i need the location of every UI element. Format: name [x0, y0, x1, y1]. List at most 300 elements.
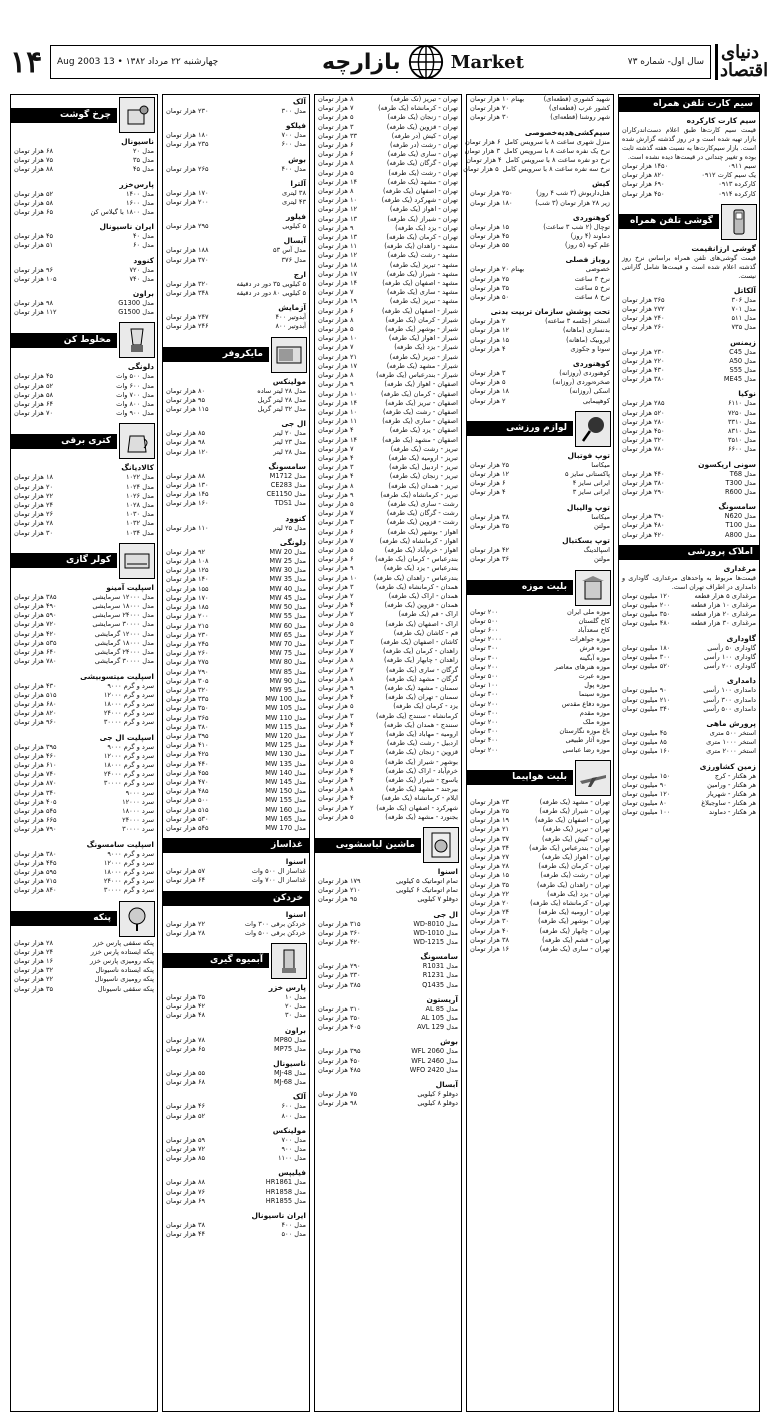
item-price: ۹۲ هزار تومان	[166, 547, 206, 556]
item-price: ۵۸ هزار تومان	[14, 198, 54, 207]
item-name: مرغداری ۵ هزار قطعه	[694, 591, 756, 600]
item-name: مدل ۱۰	[285, 992, 306, 1001]
price-row	[163, 929, 309, 938]
price-row	[467, 546, 613, 555]
price-row	[467, 654, 613, 663]
item-name: مدل ۹۰۰	[281, 1145, 306, 1154]
item-name: مدل A800	[725, 530, 756, 539]
price-row	[619, 610, 759, 619]
item-name: مدل ۷۰۱	[731, 305, 756, 314]
price-row	[315, 620, 461, 629]
price-row	[315, 491, 461, 500]
item-price: ۳۷ هزار تومان	[470, 834, 510, 843]
item-price: ۲۰ هزار تومان	[470, 898, 510, 907]
price-row	[11, 877, 157, 886]
item-name: مدل MW 135	[265, 759, 306, 768]
item-name: مدل T68	[729, 469, 756, 478]
item-name: پنکه ایستاده پارس خزر	[90, 947, 154, 956]
item-name: سرد و گرم ۳۰۰۰۰	[103, 779, 154, 788]
price-row	[315, 390, 461, 399]
price-row	[619, 375, 759, 384]
price-row	[619, 399, 759, 408]
price-row	[163, 222, 309, 231]
item-price: ۲۳۵ هزار تومان	[166, 140, 209, 149]
item-price: ۴۲ هزار تومان	[470, 546, 510, 555]
item-name: مدل C45	[729, 347, 756, 356]
item-name: تهران - شهرکرد (یک طرفه)	[381, 196, 458, 205]
item-name: موزه آبگینه	[579, 653, 610, 662]
item-price: ۲۲ هزار تومان	[166, 919, 206, 928]
section-header	[163, 943, 309, 979]
item-price: ۹۶۰ هزار تومان	[14, 718, 57, 727]
item-name: بوشهر - شیراز (یک طرفه)	[385, 757, 458, 766]
phone-icon	[721, 204, 757, 240]
item-name: مدل ۳۳۱۰	[727, 417, 756, 426]
item-name: سرد و گرم ۳۰۰۰۰	[103, 886, 154, 895]
price-row	[619, 799, 759, 808]
price-row	[467, 936, 613, 945]
item-name: مدل WD-8010	[413, 919, 458, 928]
price-row	[163, 1011, 309, 1020]
item-name: مدل ۴۰	[133, 232, 154, 241]
subsection-title: زیمنس	[730, 337, 756, 347]
item-name: مدل ۱۰۳۴	[125, 528, 154, 537]
item-name: تهران - کرمان (یک طرفه)	[386, 233, 458, 242]
price-row	[11, 966, 157, 975]
item-price: ۴۵۰ هزار تومان	[318, 1056, 361, 1065]
item-price: ۲۸ هزار تومان	[470, 862, 510, 871]
column-2	[463, 94, 614, 1412]
item-price: ۵۲۰ میلیون تومان	[622, 662, 671, 671]
price-row	[315, 123, 461, 132]
item-name: مدل MW 80	[269, 658, 306, 667]
price-row	[315, 794, 461, 803]
price-row	[315, 426, 461, 435]
item-price: ۱۲۰ میلیون تومان	[622, 591, 671, 600]
price-row	[163, 481, 309, 490]
item-name: تمام اتوماتیک ۵ کیلویی	[396, 877, 458, 886]
item-name: مدل R1231	[422, 971, 458, 980]
item-price: ۲۴۵ هزار تومان	[166, 639, 209, 648]
item-price: ۲ هزار تومان	[318, 591, 354, 600]
item-price: ۲۰ هزار تومان	[470, 104, 510, 113]
item-price: ۵۹۵ هزار تومان	[14, 867, 57, 876]
price-row	[619, 592, 759, 601]
price-row	[11, 308, 157, 317]
item-name: تهران - بوشهر (یک طرفه)	[538, 917, 610, 926]
item-price: ۴ هزار تومان	[466, 156, 502, 165]
item-name: مدل ۱۶۰۰	[125, 198, 154, 207]
item-name: مدل ۷۰۰	[281, 131, 306, 140]
price-row	[315, 920, 461, 929]
price-row	[11, 985, 157, 994]
price-row	[163, 750, 309, 759]
item-name: شهید کشوری (قطعه‌ای)	[543, 95, 610, 103]
item-price: ۲۷۲ هزار تومان	[622, 305, 665, 314]
item-price: ۳۴۰ میلیون تومان	[622, 704, 671, 713]
subsection-title: سامسونگ	[420, 952, 458, 962]
price-row	[163, 815, 309, 824]
item-price: ۴ هزار تومان	[470, 344, 506, 353]
spacer	[11, 896, 157, 899]
item-name: تهران - یزد (یک طرفه)	[547, 889, 610, 898]
item-price: ۶۸ هزار تومان	[166, 1078, 206, 1087]
subsection-title: آزمایش	[278, 303, 306, 313]
item-price: ۳ هزار تومان	[470, 369, 506, 378]
price-row	[315, 205, 461, 214]
item-price: ۲۸ هزار تومان	[166, 928, 206, 937]
price-row	[619, 366, 759, 375]
item-price: ۷ هزار تومان	[318, 288, 354, 297]
price-row	[163, 993, 309, 1002]
item-price: ۳۶۵ هزار تومان	[622, 295, 665, 304]
item-name: مدل ۷۰۰ وات	[116, 390, 154, 399]
item-name: شهر روشنا (قطعه‌ای)	[550, 113, 610, 122]
item-price: ۲۵۰ هزار تومان	[470, 189, 513, 198]
grinder-icon	[119, 97, 155, 133]
item-price: ۱۴ هزار تومان	[318, 435, 358, 444]
item-price: ۸ هزار تومان	[318, 187, 354, 196]
item-name: مشهد - رشت (یک طرفه)	[387, 251, 458, 260]
item-name: مدل ۸۰۰	[281, 1111, 306, 1120]
subsection-title: سیم کارت کارکرده	[686, 116, 756, 125]
price-row	[11, 232, 157, 241]
price-row	[467, 709, 613, 718]
item-price: ۳۶۰ هزار تومان	[318, 928, 361, 937]
item-name: سرد ۹۰۰۰	[125, 788, 154, 797]
item-price: ۶۴۰ هزار تومان	[14, 648, 57, 657]
subsection-title: ارج	[293, 269, 306, 279]
item-price: ۷۹۰ هزار تومان	[14, 825, 57, 834]
price-row	[315, 528, 461, 537]
price-row	[11, 400, 157, 409]
price-row	[619, 653, 759, 662]
item-name: کوهنوردی (روزانه)	[559, 369, 610, 378]
item-price: ۳۰۰ تومان	[470, 708, 499, 717]
item-price: ۴۲۵ هزار تومان	[166, 750, 209, 759]
item-name: مدل ۳۲ لیتر گریل	[257, 405, 306, 414]
item-price: ۱۲ هزار تومان	[470, 470, 510, 479]
item-name: دوقلو ۶ کیلویی	[417, 1090, 458, 1099]
item-price: ۱۸ هزار تومان	[318, 260, 358, 269]
spacer	[11, 538, 157, 541]
price-row	[315, 261, 461, 270]
item-price: ۲۸۰ هزار تومان	[622, 417, 665, 426]
item-price: ۶۱۰ هزار تومان	[14, 760, 57, 769]
blender-icon	[119, 322, 155, 358]
item-price: ۱۲ هزار تومان	[318, 251, 358, 260]
price-row	[11, 510, 157, 519]
item-price: ۷۸۰ هزار تومان	[14, 657, 57, 666]
subsection-title: کنوود	[285, 513, 306, 523]
item-price: ۱۰ هزار تومان	[318, 334, 358, 343]
price-row	[467, 700, 613, 709]
price-row	[315, 730, 461, 739]
item-name: ۳۸ لیتری	[282, 188, 306, 197]
price-row	[315, 583, 461, 592]
item-price: ۶۹ هزار تومان	[166, 1196, 206, 1205]
item-name: شیراز - اهواز (یک طرفه)	[388, 334, 458, 343]
price-row	[467, 470, 613, 479]
price-row	[315, 187, 461, 196]
price-row	[11, 156, 157, 165]
item-name: همدان - اراک (یک طرفه)	[388, 591, 458, 600]
item-price: ۱۶ هزار تومان	[14, 956, 54, 965]
price-row	[315, 1005, 461, 1014]
item-price: ۲۴۷ هزار تومان	[166, 313, 209, 322]
item-name: مدل WD-1215	[413, 938, 458, 947]
item-price: ۵ هزار تومان	[318, 499, 354, 508]
item-name: سرد و گرم ۹۰۰۰	[107, 742, 154, 751]
item-price: ۲۶۰ هزار تومان	[622, 323, 665, 332]
price-row	[619, 781, 759, 790]
price-row	[467, 917, 613, 926]
item-name: بجنورد - مشهد (یک طرفه)	[385, 812, 458, 821]
item-price: ۲۴۰ هزار تومان	[622, 314, 665, 323]
item-price: ۲۰۰ میلیون تومان	[622, 601, 671, 610]
item-price: ۱۴۵۰ هزار تومان	[622, 162, 669, 170]
section-header	[467, 760, 613, 796]
price-row	[619, 521, 759, 530]
price-row	[163, 741, 309, 750]
section-title: ماشین لباسشویی	[315, 838, 421, 853]
subsection-title: آبسال	[283, 236, 306, 246]
item-name: مدل ۳۰۰۰۰ سرمایشی	[92, 620, 154, 629]
item-name: مدل ۲۰	[133, 147, 154, 155]
item-name: مدل MW 55	[269, 612, 306, 621]
subsection-title: سونی اریکسون	[698, 459, 756, 469]
price-row	[163, 1078, 309, 1087]
price-row	[467, 378, 613, 387]
price-row	[11, 639, 157, 648]
item-name: سرد و گرم ۹۰۰۰	[107, 849, 154, 858]
price-row	[11, 519, 157, 528]
item-name: مدل ۱۲۰۰۰ گرمایشی	[94, 629, 154, 638]
price-row	[11, 691, 157, 700]
item-price: ۲ هزار تومان	[470, 317, 506, 326]
price-row	[315, 813, 461, 822]
price-row	[619, 488, 759, 497]
item-name: مدل ۷۲۵۰	[727, 408, 756, 417]
item-price: ۶ هزار تومان	[318, 141, 354, 150]
price-row	[315, 233, 461, 242]
price-row	[315, 196, 461, 205]
spacer	[163, 886, 309, 889]
item-name: پاکستانی سایز ۵	[565, 470, 610, 479]
item-name: یک سیم کارت ۰۹۱۲	[701, 171, 756, 180]
price-row	[315, 666, 461, 675]
item-name: مدل R1031	[422, 962, 458, 971]
item-name: ایرانی سایز ۴	[572, 479, 610, 488]
item-name: شیراز - بوشهر (یک طرفه)	[385, 325, 458, 334]
item-price: ۳۴۸ هزار تومان	[166, 289, 209, 298]
item-price: ۴ هزار تومان	[318, 472, 354, 481]
item-price: ۱۳ هزار تومان	[318, 214, 358, 223]
item-name: مدل ۷۰۰	[281, 1135, 306, 1144]
item-price: ۳ هزار تومان	[318, 518, 354, 527]
price-row	[467, 336, 613, 345]
item-name: تمام اتوماتیک ۶ کیلویی	[396, 886, 458, 895]
item-price: ۱۴ هزار تومان	[318, 279, 358, 288]
item-name: مدل ۱۴۰۰	[125, 189, 154, 198]
item-name: مدل ۱۰۲۴	[125, 482, 154, 491]
item-price: ۱۰ هزار تومان	[318, 573, 358, 582]
item-price: ۵۴۵ هزار تومان	[14, 806, 57, 815]
price-row	[619, 323, 759, 332]
price-row	[315, 758, 461, 767]
price-row	[315, 574, 461, 583]
price-row	[315, 316, 461, 325]
item-name: زاهدان - چابهار (یک طرفه)	[384, 656, 458, 665]
item-price: ۱۲۰ هزار تومان	[166, 447, 209, 456]
price-row	[163, 1197, 309, 1206]
item-name: اسکی (روزانه)	[569, 387, 610, 396]
price-row	[619, 531, 759, 540]
price-row	[163, 658, 309, 667]
item-price: ۵۲ هزار تومان	[14, 189, 54, 198]
item-name: استخر (جلسه ۳ ساعته)	[545, 317, 610, 326]
item-name: تهران - شیراز (یک طرفه)	[387, 214, 458, 223]
item-name: مدل G1500	[118, 308, 154, 317]
item-name: مدل WD-1010	[413, 928, 458, 937]
item-name: تهران - اصفهان (یک طرفه)	[382, 187, 458, 196]
price-row	[11, 382, 157, 391]
price-row	[467, 317, 613, 326]
item-price: ۷۸۰ هزار تومان	[622, 445, 665, 454]
item-name: رشت - گرگان (یک طرفه)	[386, 509, 458, 518]
subsection-title: آبسال	[435, 1080, 458, 1090]
item-price: ۲۹۰ هزار تومان	[318, 962, 361, 971]
item-price: ۲ هزار تومان	[318, 730, 354, 739]
item-name: استخر ۲۰۰۰ متری	[706, 747, 756, 756]
item-price: ۴۶ هزار تومان	[166, 1102, 206, 1111]
item-name: اسپالدینگ	[583, 546, 610, 555]
item-name: مدل ۸۰۰ وات	[116, 400, 154, 409]
price-row	[315, 518, 461, 527]
price-row	[163, 1178, 309, 1187]
item-name: مدل ۳۰	[285, 1011, 306, 1020]
section-title: بلیت هواپیما	[467, 770, 573, 785]
item-name: هر هکتار - دماوند	[708, 808, 756, 817]
item-name: مدل MW 35	[269, 575, 306, 584]
price-row	[315, 702, 461, 711]
price-row	[619, 348, 759, 357]
item-name: تهران - کیش (در طرفه)	[391, 131, 458, 140]
item-price: ۲۱ هزار تومان	[318, 352, 358, 361]
item-name: مدل ۱۰۲۶	[125, 491, 154, 500]
item-price: ۱۰ هزار تومان	[318, 389, 358, 398]
item-name: مدل آس ۵۳	[273, 246, 306, 255]
price-row	[315, 95, 461, 104]
item-name: هر هکتار - ورامین	[707, 780, 756, 789]
item-name: نرخ ۵ ساعت	[574, 283, 610, 292]
item-price: ۲۲ هزار تومان	[470, 889, 510, 898]
item-price: ۱۲۵ هزار تومان	[166, 566, 209, 575]
item-price: ۵ هزار تومان	[318, 812, 354, 821]
price-row	[315, 1023, 461, 1032]
item-price: ۱۸۵ هزار تومان	[166, 603, 209, 612]
item-name: همدان - کرمانشاه (یک طرفه)	[375, 582, 458, 591]
item-price: ۵۰۰ هزار تومان	[166, 796, 209, 805]
price-row	[619, 686, 759, 695]
subsection-title: سامسونگ	[718, 502, 756, 512]
item-name: مدل MW 40	[269, 584, 306, 593]
price-row	[315, 1057, 461, 1066]
price-row	[467, 871, 613, 880]
item-name: دوقلو ۷ کیلویی	[417, 895, 458, 904]
subsection-title: فیلور	[285, 212, 306, 222]
price-row	[463, 165, 613, 174]
item-price: ۷۰ هزار تومان	[14, 409, 54, 418]
price-row	[315, 555, 461, 564]
price-row	[163, 1136, 309, 1145]
item-price: ۲۱ هزار تومان	[470, 825, 510, 834]
price-row	[163, 796, 309, 805]
item-name: بیرجند - مشهد (یک طرفه)	[385, 785, 458, 794]
subsection-title: براون	[284, 1025, 306, 1035]
item-price: ۷۴۰ هزار تومان	[14, 770, 57, 779]
subsection-title: آلک	[292, 1092, 306, 1102]
spacer	[163, 938, 309, 941]
item-name: تهران - تبریز (یک طرفه)	[542, 825, 610, 834]
item-price: ۸ هزار تومان	[318, 481, 354, 490]
item-price: ۸ هزار تومان	[318, 674, 354, 683]
item-price: ۲۱۰ هزار تومان	[318, 886, 361, 895]
subsection-title: روباز فصلی	[565, 255, 610, 265]
item-price: ۲۱۰ میلیون تومان	[622, 695, 671, 704]
price-row	[467, 241, 613, 250]
price-row	[11, 372, 157, 381]
price-row	[11, 743, 157, 752]
item-price: ۲ هزار تومان	[318, 803, 354, 812]
item-price: ۶۹۰ هزار تومان	[622, 180, 665, 189]
price-row	[619, 790, 759, 799]
item-price: ۲۶۵ هزار تومان	[166, 164, 209, 173]
item-name: اهواز - بوشهر (یک طرفه)	[387, 527, 458, 536]
item-name: مدل A50	[729, 356, 756, 365]
price-row	[163, 1188, 309, 1197]
item-name: سرد و گرم ۱۸۰۰۰	[103, 699, 154, 708]
item-price: ۳۰ هزار تومان	[470, 113, 510, 122]
price-row	[467, 513, 613, 522]
price-row	[467, 908, 613, 917]
item-price: ۱۸۰ میلیون تومان	[622, 643, 671, 652]
item-price: ۲۳ هزار تومان	[470, 797, 510, 806]
section-title: لوازم ورزشی	[467, 421, 573, 436]
price-row	[315, 1047, 461, 1056]
item-price: ۳۴ هزار تومان	[470, 843, 510, 852]
item-price: ۳۹۰ هزار تومان	[622, 512, 665, 521]
section-header	[11, 322, 157, 358]
item-price: ۲ هزار تومان	[470, 396, 506, 405]
section-title: بلیت موزه	[467, 580, 573, 595]
price-row	[163, 499, 309, 508]
item-price: ۳ هزار تومان	[318, 711, 354, 720]
item-name: مولتن	[594, 521, 610, 530]
price-row	[163, 622, 309, 631]
item-price: ۳ هزار تومان	[318, 582, 354, 591]
item-name: پنکه رومیزی ناسیونال	[94, 975, 154, 984]
item-name: مدل ۳۰۰۰۰ گرمایشی	[94, 657, 154, 666]
item-price: ۵۴۵ هزار تومان	[166, 823, 209, 832]
item-name: گاوداری ۲۰۰ رأسی	[703, 662, 756, 671]
item-name: موزه هنرهای معاصر	[554, 662, 610, 671]
price-row	[467, 899, 613, 908]
price-row	[467, 293, 613, 302]
price-row	[315, 353, 461, 362]
item-price: ۵۸ هزار تومان	[14, 390, 54, 399]
item-price: ۵۷ هزار تومان	[166, 867, 206, 876]
